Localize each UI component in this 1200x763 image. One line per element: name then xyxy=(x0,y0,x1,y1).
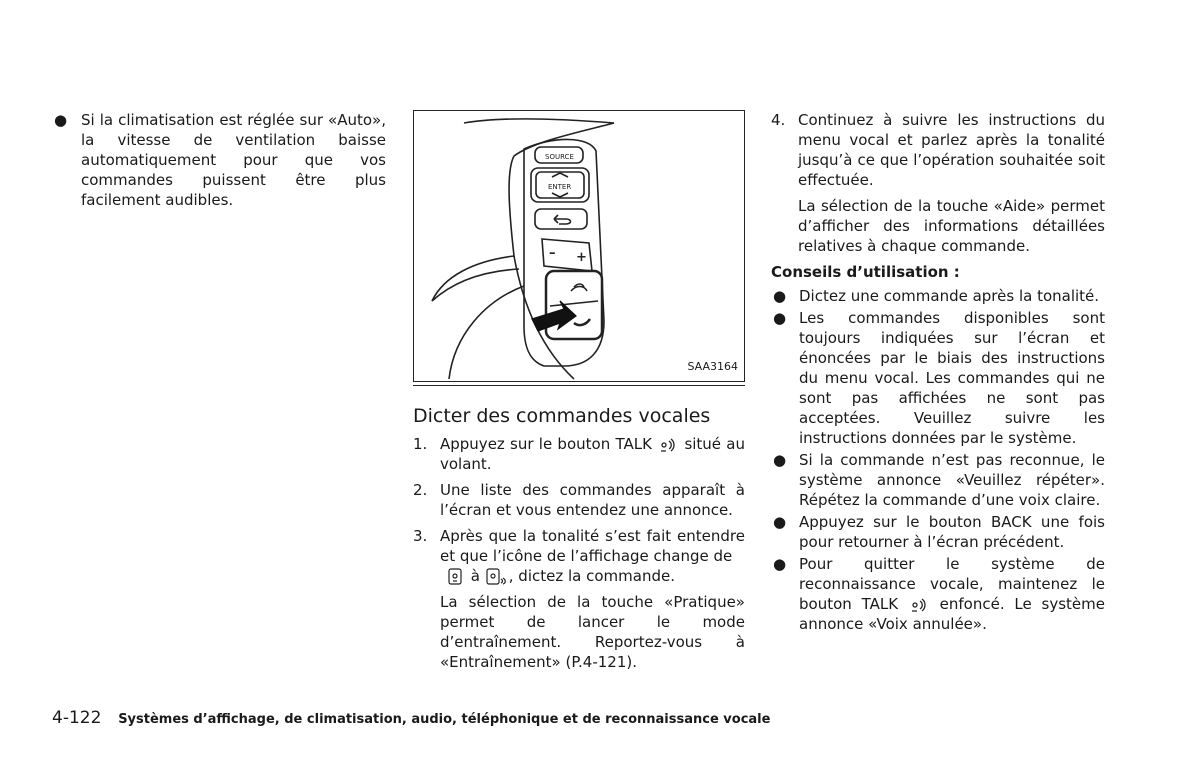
step-4-note: La sélection de la touche «Aide» permet d’afficher des informations détaillées relatives à chaque commande. xyxy=(798,197,1105,255)
page-footer xyxy=(52,708,1152,728)
step-text-mid: à xyxy=(470,567,480,585)
voice-display-icon xyxy=(446,568,466,586)
enter-label: ENTER xyxy=(548,183,572,191)
tip-bullet xyxy=(771,286,1105,306)
step-2 xyxy=(413,480,745,520)
footer-title: Systèmes d’affichage, de climatisation, audio, téléphonique et de reconnaissance vocale xyxy=(118,712,771,727)
step-text: Continuez à suivre les instructions du menu vocal et parlez après la tonalité jusqu’à ce que l’opération souhaitée soit effectuée. xyxy=(798,111,1105,189)
steering-switch-figure xyxy=(413,110,745,382)
step-text: Après que la tonalité s’est fait entendre et que l’icône de l’affichage change de xyxy=(440,527,745,565)
source-label: SOURCE xyxy=(545,153,574,161)
figure-rule xyxy=(413,385,745,386)
tip-bullet xyxy=(771,450,1105,510)
plus-label: + xyxy=(576,250,587,265)
bullet-dot: ● xyxy=(773,309,787,327)
bullet-dot: ● xyxy=(773,555,787,573)
bullet-dot: ● xyxy=(54,111,68,129)
tip-bullet xyxy=(771,512,1105,552)
bullet-dot: ● xyxy=(773,287,787,305)
bullet-item xyxy=(52,110,386,210)
middle-column xyxy=(413,110,745,678)
conseils-heading: Conseils d’utilisation : xyxy=(771,263,960,281)
left-column xyxy=(52,110,386,216)
minus-label: – xyxy=(549,246,556,261)
tip-text-after: enfoncé. Le système annonce «Voix annulée». xyxy=(799,595,1105,633)
step-text-end: , dictez la commande. xyxy=(508,567,675,585)
bullet-dot: ● xyxy=(773,513,787,531)
tip-text: Si la commande n’est pas reconnue, le système annonce «Veuillez répéter». Répétez la commande d’une voix claire. xyxy=(799,451,1105,509)
talk-icon xyxy=(908,597,930,613)
step-number: 1. xyxy=(413,435,428,453)
page-number: 4-122 xyxy=(52,708,102,728)
right-column xyxy=(771,110,1105,636)
step-text-after: situé au volant. xyxy=(440,435,745,473)
figure-code: SAA3164 xyxy=(687,360,738,373)
tip-bullet xyxy=(771,308,1105,448)
step-3 xyxy=(413,526,745,672)
step-3-note: La sélection de la touche «Pratique» permet de lancer le mode d’entraînement. Reportez-vous à «Entraînement» (P.4-121). xyxy=(440,593,745,671)
tip-bullet xyxy=(771,554,1105,634)
step-number: 4. xyxy=(771,111,786,129)
step-number: 2. xyxy=(413,481,428,499)
step-number: 3. xyxy=(413,527,428,545)
step-4 xyxy=(771,110,1105,256)
tip-text: Les commandes disponibles sont toujours indiquées sur l’écran et énoncées par le biais des instructions du menu vocal. Les commandes qui ne sont pas affichées ne sont pas acceptées. Veuillez suivre les instructions données par le système. xyxy=(799,309,1105,447)
steering-wheel-illustration xyxy=(414,111,744,381)
tip-text: Pour quitter le système de reconnaissance vocale, maintenez le bouton TALK xyxy=(799,555,1105,613)
bullet-text: Si la climatisation est réglée sur «Auto», la vitesse de ventilation baisse automatiquement pour que vos commandes puissent être plus facilement audibles. xyxy=(81,111,386,209)
tip-text: Appuyez sur le bouton BACK une fois pour retourner à l’écran précédent. xyxy=(799,513,1105,551)
step-1 xyxy=(413,434,745,474)
step-text: Une liste des commandes apparaît à l’écran et vous entendez une annonce. xyxy=(440,481,745,519)
tip-text: Dictez une commande après la tonalité. xyxy=(799,287,1100,305)
voice-listening-icon xyxy=(485,568,509,586)
section-title: Dicter des commandes vocales xyxy=(413,405,711,427)
bullet-dot: ● xyxy=(773,451,787,469)
step-text: Appuyez sur le bouton TALK xyxy=(440,435,652,453)
talk-icon xyxy=(657,437,679,453)
